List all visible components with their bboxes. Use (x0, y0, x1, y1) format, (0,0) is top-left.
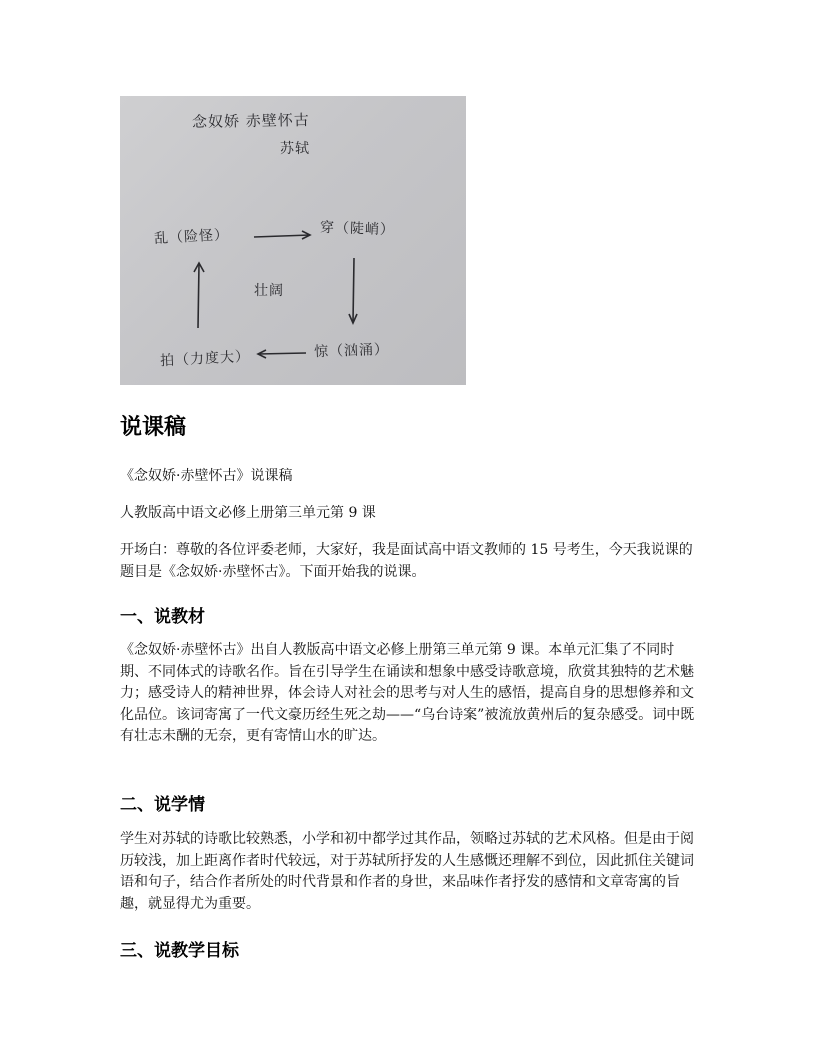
section-heading-objectives: 三、说教学目标 (120, 941, 239, 961)
section-heading-students: 二、说学情 (120, 795, 205, 815)
section-heading-materials: 一、说教材 (120, 607, 205, 627)
arrow-right (254, 235, 310, 237)
document-subtitle: 《念奴娇·赤壁怀古》说课稿 (120, 468, 293, 484)
arrow-down (353, 258, 354, 322)
arrow-left (258, 353, 306, 354)
figure-author: 苏轼 (280, 141, 310, 157)
figure-title: 念奴娇 赤壁怀古 (191, 110, 310, 132)
textbook-info: 人教版高中语文必修上册第三单元第 9 课 (120, 505, 376, 521)
document-title: 说课稿 (120, 415, 187, 440)
handwritten-diagram-photo (120, 96, 466, 385)
arrow-up (198, 264, 199, 328)
node-bottom-left: 拍（力度大） (159, 348, 251, 370)
section-body-students: 学生对苏轼的诗歌比较熟悉，小学和初中都学过其作品，领略过苏轼的艺术风格。但是由于阅历较浅，加上距离作者时代较远，对于苏轼所抒发的人生感慨还理解不到位，因此抓住关键词语和句子，结合作者所处的时代背景和作者的身世，来品味作者抒发的感情和文章寄寓的旨趣，就显得尤为重要。 (120, 831, 694, 912)
node-top-right: 穿（陡峭） (319, 219, 396, 239)
node-bottom-right: 惊（汹涌） (313, 341, 390, 361)
node-top-left: 乱（险怪） (153, 227, 230, 247)
opening-paragraph: 开场白：尊敬的各位评委老师，大家好，我是面试高中语文教师的 15 号考生，今天我说课的题目是《念奴娇·赤壁怀古》。下面开始我的说课。 (120, 542, 693, 580)
node-center: 壮阔 (254, 283, 284, 299)
section-body-materials: 《念奴娇·赤壁怀古》出自人教版高中语文必修上册第三单元第 9 课。本单元汇集了不同时期、不同体式的诗歌名作。旨在引导学生在诵读和想象中感受诗歌意境，欣赏其独特的艺术魅力；感受诗人的精神世界，体会诗人对社会的思考与对人生的感悟，提高自身的思想修养和文化品位。该词寄寓了一代文豪历经生死之劫——“乌台诗案”被流放黄州后的复杂感受。词中既有壮志未酬的无奈，更有寄情山水的旷达。 (120, 642, 695, 744)
